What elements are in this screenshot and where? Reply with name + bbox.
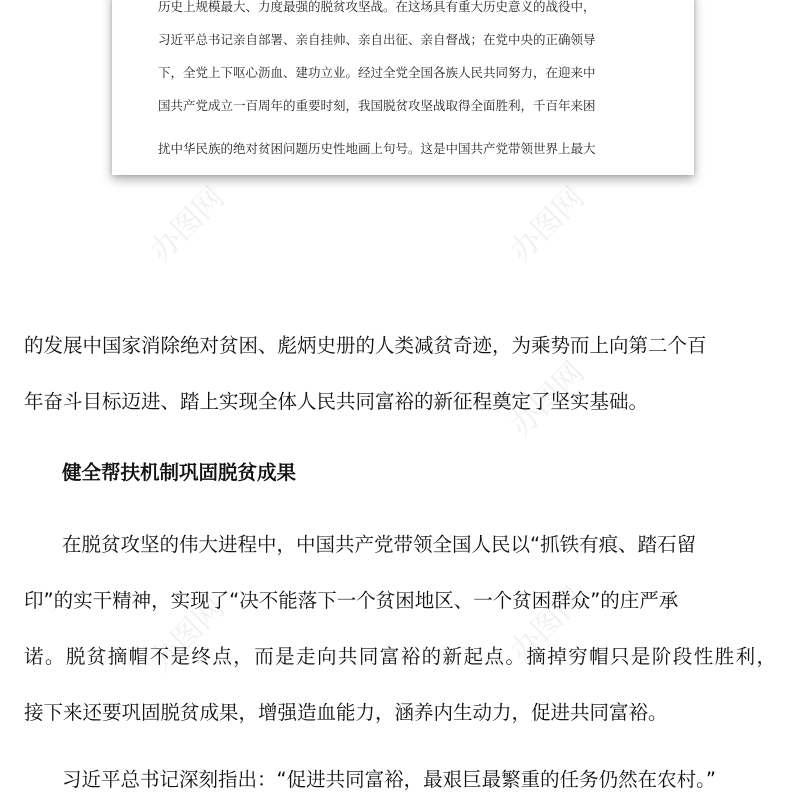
paragraph-line: 习近平总书记深刻指出：“促进共同富裕，最艰巨最繁重的任务仍然在农村。” [62,768,716,791]
paragraph-line: 印”的实干精神，实现了“决不能落下一个贫困地区、一个贫困群众”的庄严承 [24,589,679,612]
card-line: 历史上规模最大、力度最强的脱贫攻坚战。在这场具有重大历史意义的战役中， [158,0,596,14]
card-line: 下，全党上下呕心沥血、建功立业。经过全党全国各族人民共同努力，在迎来中 [158,65,596,80]
card-line: 国共产党成立一百周年的重要时刻，我国脱贫攻坚战取得全面胜利，千百年来困 [158,98,596,113]
paragraph-line: 在脱贫攻坚的伟大进程中，中国共产党带领全国人民以“抓铁有痕、踏石留 [62,533,697,556]
watermark: 办图网 [503,180,592,269]
paragraph-line: 接下来还要巩固脱贫成果，增强造血能力，涵养内生动力，促进共同富裕。 [24,701,668,724]
watermark: 办图网 [503,580,592,669]
paragraph-line: 诺。脱贫摘帽不是终点，而是走向共同富裕的新起点。摘掉穷帽只是阶段性胜利， [24,645,778,668]
watermark: 办图网 [143,590,232,679]
excerpt-card [112,0,694,175]
watermark: 办图网 [143,180,232,269]
paragraph-line: 的发展中国家消除绝对贫困、彪炳史册的人类减贫奇迹，为乘势而上向第二个百 [24,334,707,357]
paragraph-line: 年奋斗目标迈进、踏上实现全体人民共同富裕的新征程奠定了坚实基础。 [24,390,649,413]
card-line: 习近平总书记亲自部署、亲自挂帅、亲自出征、亲自督战；在党中央的正确领导 [158,32,596,47]
card-line: 扰中华民族的绝对贫困问题历史性地画上句号。这是中国共产党带领世界上最大 [158,141,596,156]
section-heading: 健全帮扶机制巩固脱贫成果 [62,461,297,484]
watermark: 办图网 [503,355,592,444]
